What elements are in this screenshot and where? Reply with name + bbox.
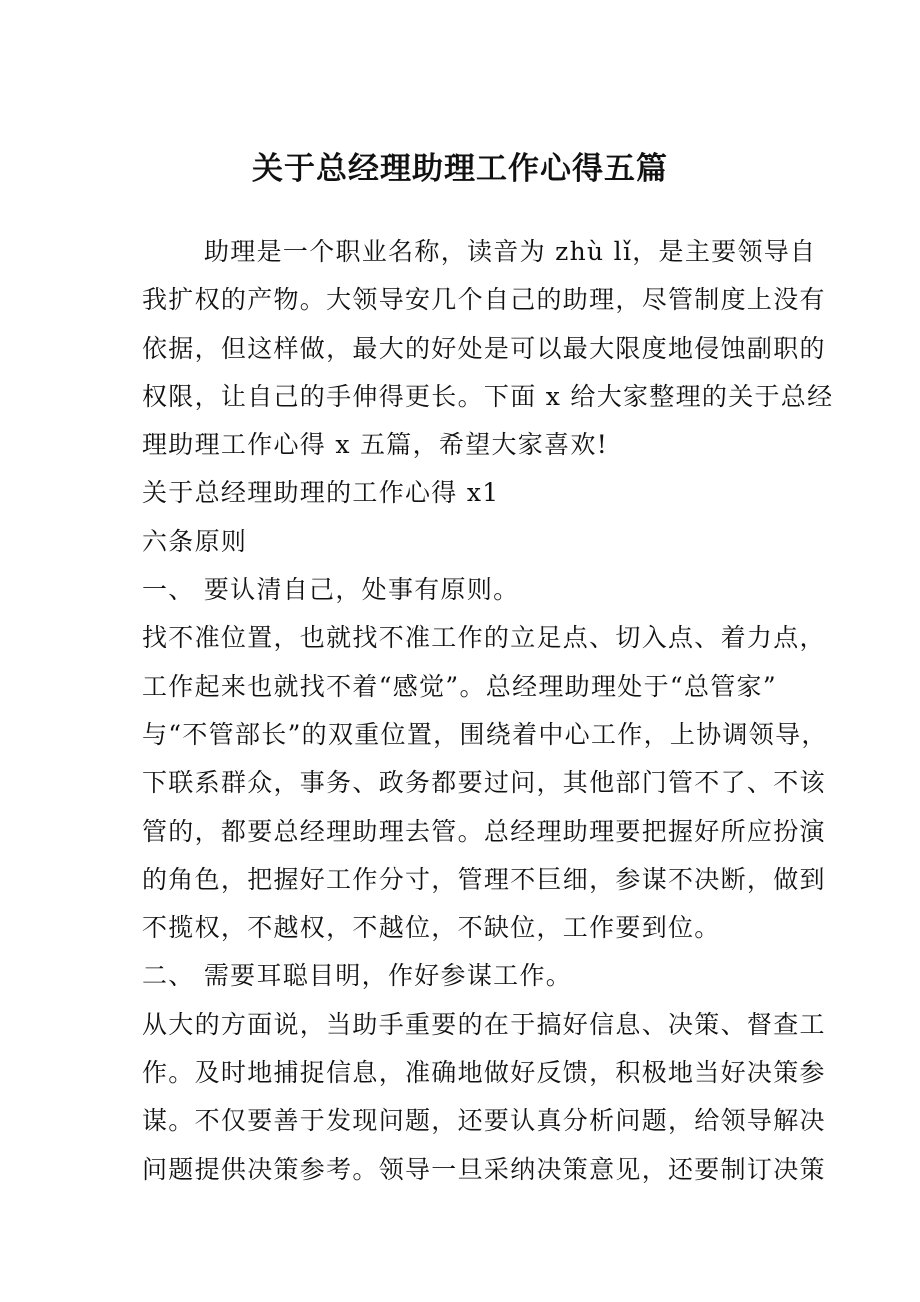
paragraph-line: 依据，但这样做，最大的好处是可以最大限度地侵蚀副职的 [142,333,826,363]
paragraph-line: 助理是一个职业名称，读音为 zhù lǐ，是主要领导自 [204,237,817,266]
section-heading: 关于总经理助理的工作心得 x1 [142,478,500,508]
paragraph-line: 问题提供决策参考。领导一旦采纳决策意见，还要制订决策 [142,1154,826,1184]
paragraph-line: 管的，都要总经理助理去管。总经理助理要把握好所应扮演 [142,816,826,846]
principle-heading: 二、 需要耳聪目明，作好参谋工作。 [142,961,573,991]
paragraph-line: 的角色，把握好工作分寸，管理不巨细，参谋不决断，做到 [142,864,826,894]
paragraph-line: 不揽权，不越权，不越位，不缺位，工作要到位。 [142,913,721,943]
paragraph-line: 权限，让自己的手伸得更长。下面 x 给大家整理的关于总经 [142,381,834,411]
paragraph-line: 下联系群众，事务、政务都要过问，其他部门管不了、不该 [142,768,826,798]
subsection-heading: 六条原则 [142,526,248,556]
paragraph-line: 理助理工作心得 x 五篇，希望大家喜欢! [142,430,609,460]
principle-heading: 一、 要认清自己，处事有原则。 [142,575,520,605]
document-body [142,228,834,1194]
paragraph-line: 从大的方面说，当助手重要的在于搞好信息、决策、督查工 [142,1009,826,1039]
paragraph-line: 与“不管部长”的双重位置，围绕着中心工作，上协调领导， [142,719,828,749]
paragraph-line: 谋。不仅要善于发现问题，还要认真分析问题，给领导解决 [142,1106,826,1136]
paragraph-line: 作。及时地捕捉信息，准确地做好反馈，积极地当好决策参 [142,1058,826,1088]
paragraph-line: 我扩权的产物。大领导安几个自己的助理，尽管制度上没有 [142,285,826,315]
paragraph-line: 工作起来也就找不着“感觉”。总经理助理处于“总管家” [142,671,777,701]
paragraph-line: 找不准位置，也就找不准工作的立足点、切入点、着力点， [142,623,826,653]
document-title: 关于总经理助理工作心得五篇 [252,151,668,187]
